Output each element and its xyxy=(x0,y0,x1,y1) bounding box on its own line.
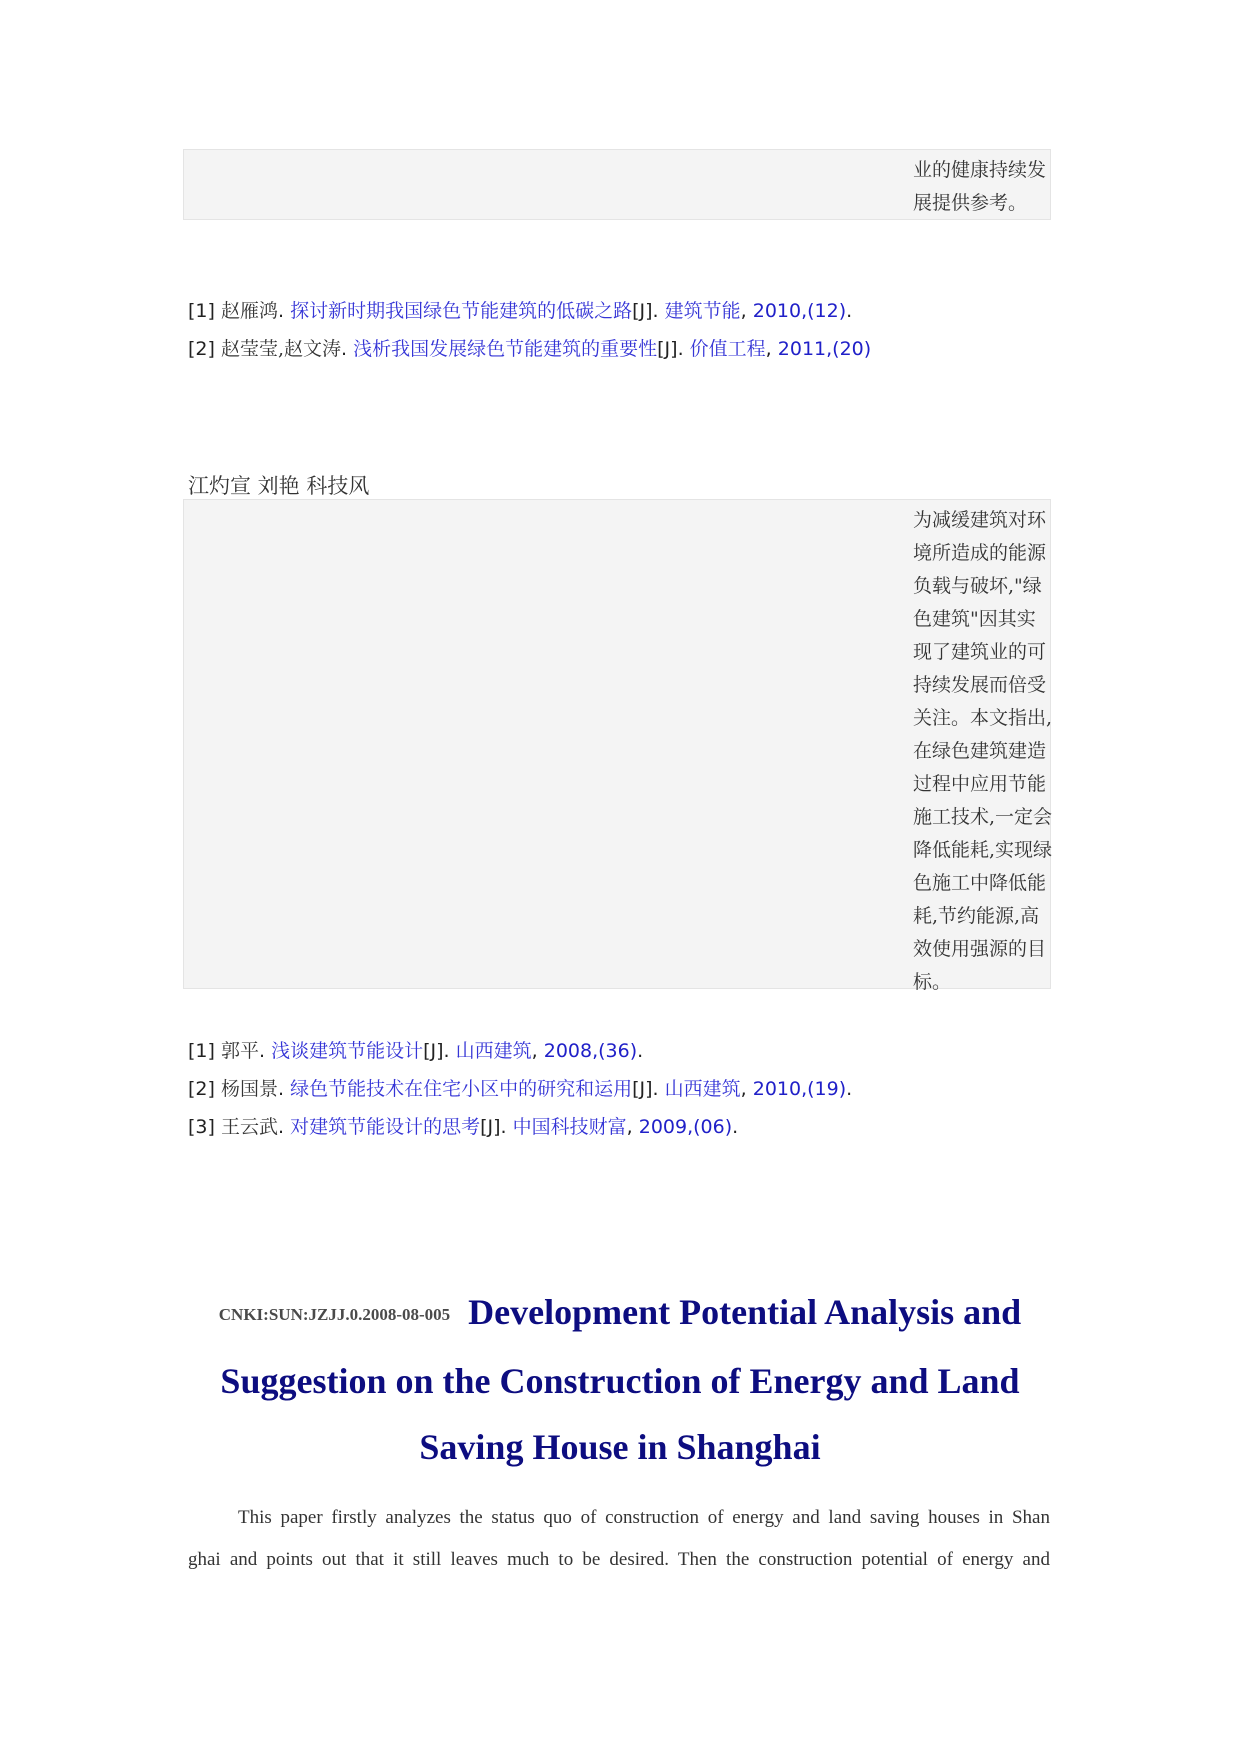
paper-title xyxy=(150,1279,1090,1480)
ref-journal-link[interactable]: 价值工程 xyxy=(689,338,766,360)
abstract-line: 境所造成的能源 xyxy=(913,542,1047,564)
reference-1-1: [1] 赵雁鸿. 探讨新时期我国绿色节能建筑的低碳之路[J]. 建筑节能, 2010,(12). xyxy=(188,300,853,322)
ref-issue-link[interactable]: 2009,(06) xyxy=(638,1116,733,1138)
cnki-id: CNKI:SUN:JZJJ.0.2008-08-005 xyxy=(218,1305,451,1324)
abstract-line: 关注。本文指出, xyxy=(913,707,1053,729)
abstract-line: 耗,节约能源,高 xyxy=(913,905,1040,927)
abstract-line: 持续发展而倍受 xyxy=(913,674,1047,696)
abstract-line: 效使用强源的目 xyxy=(913,938,1047,960)
ref-author: 赵莹莹,赵文涛 xyxy=(220,338,342,360)
abstract-line-2: ghai and points out that it still leaves much to be desired. Then the construction potential of energy and xyxy=(188,1549,1050,1570)
abstract-line: 为减缓建筑对环 xyxy=(913,509,1047,531)
reference-2-2: [2] 杨国景. 绿色节能技术在住宅小区中的研究和运用[J]. 山西建筑, 2010,(19). xyxy=(188,1078,853,1100)
abstract-line: 负载与破坏,"绿 xyxy=(913,575,1042,597)
reference-2-1: [1] 郭平. 浅谈建筑节能设计[J]. 山西建筑, 2008,(36). xyxy=(188,1040,644,1062)
ref-title-link[interactable]: 浅析我国发展绿色节能建筑的重要性 xyxy=(353,338,658,360)
abstract-line: 标。 xyxy=(913,971,952,993)
abstract-line: 现了建筑业的可 xyxy=(913,641,1047,663)
abstract-line: 过程中应用节能 xyxy=(913,773,1047,795)
title-line-1: CNKI:SUN:JZJJ.0.2008-08-005 Development Potential Analysis and xyxy=(218,1292,1022,1332)
abstract-line: 施工技术,一定会 xyxy=(913,806,1053,828)
paper-abstract xyxy=(188,1497,1050,1581)
abstract-line: 在绿色建筑建造 xyxy=(913,740,1047,762)
ref-journal-link[interactable]: 建筑节能 xyxy=(664,300,741,322)
abstract-line: 色施工中降低能 xyxy=(913,872,1047,894)
title-line-3: Saving House in Shanghai xyxy=(419,1427,821,1467)
ref-title-link[interactable]: 探讨新时期我国绿色节能建筑的低碳之路 xyxy=(290,300,633,322)
ref-journal-link[interactable]: 中国科技财富 xyxy=(512,1116,627,1138)
abstract-box-2 xyxy=(183,499,1053,993)
reference-2-3: [3] 王云武. 对建筑节能设计的思考[J]. 中国科技财富, 2009,(06). xyxy=(188,1116,739,1138)
ref-issue-link[interactable]: 2011,(20) xyxy=(777,338,872,360)
authors-line: 江灼宣 刘艳 科技风 xyxy=(188,474,370,498)
abstract-text-2 xyxy=(913,504,1053,999)
abstract-line-1: This paper firstly analyzes the status quo of construction of energy and land saving houses in Shan xyxy=(238,1507,1050,1528)
ref-issue-link[interactable]: 2010,(12) xyxy=(752,300,847,322)
abstract-line: 展提供参考。 xyxy=(913,192,1028,214)
ref-title-link[interactable]: 绿色节能技术在住宅小区中的研究和运用 xyxy=(290,1078,633,1100)
abstract-line: 色建筑"因其实 xyxy=(913,608,1036,630)
ref-title-link[interactable]: 对建筑节能设计的思考 xyxy=(290,1116,481,1138)
abstract-line: 降低能耗,实现绿 xyxy=(913,839,1053,861)
ref-journal-link[interactable]: 山西建筑 xyxy=(664,1078,741,1100)
ref-author: 杨国景 xyxy=(220,1078,278,1100)
abstract-box-1 xyxy=(183,149,1051,220)
ref-issue-link[interactable]: 2008,(36) xyxy=(543,1040,638,1062)
abstract-line: 业的健康持续发 xyxy=(913,159,1047,181)
abstract-text-1 xyxy=(913,154,1049,220)
ref-title-link[interactable]: 浅谈建筑节能设计 xyxy=(271,1040,424,1062)
title-line-2: Suggestion on the Construction of Energy and Land xyxy=(220,1361,1020,1401)
ref-author: 赵雁鸿 xyxy=(220,300,278,322)
reference-1-2: [2] 赵莹莹,赵文涛. 浅析我国发展绿色节能建筑的重要性[J]. 价值工程, 2011,(20) xyxy=(188,338,872,360)
ref-author: 王云武 xyxy=(220,1116,278,1138)
ref-issue-link[interactable]: 2010,(19) xyxy=(752,1078,847,1100)
ref-author: 郭平 xyxy=(220,1040,259,1062)
ref-journal-link[interactable]: 山西建筑 xyxy=(455,1040,532,1062)
